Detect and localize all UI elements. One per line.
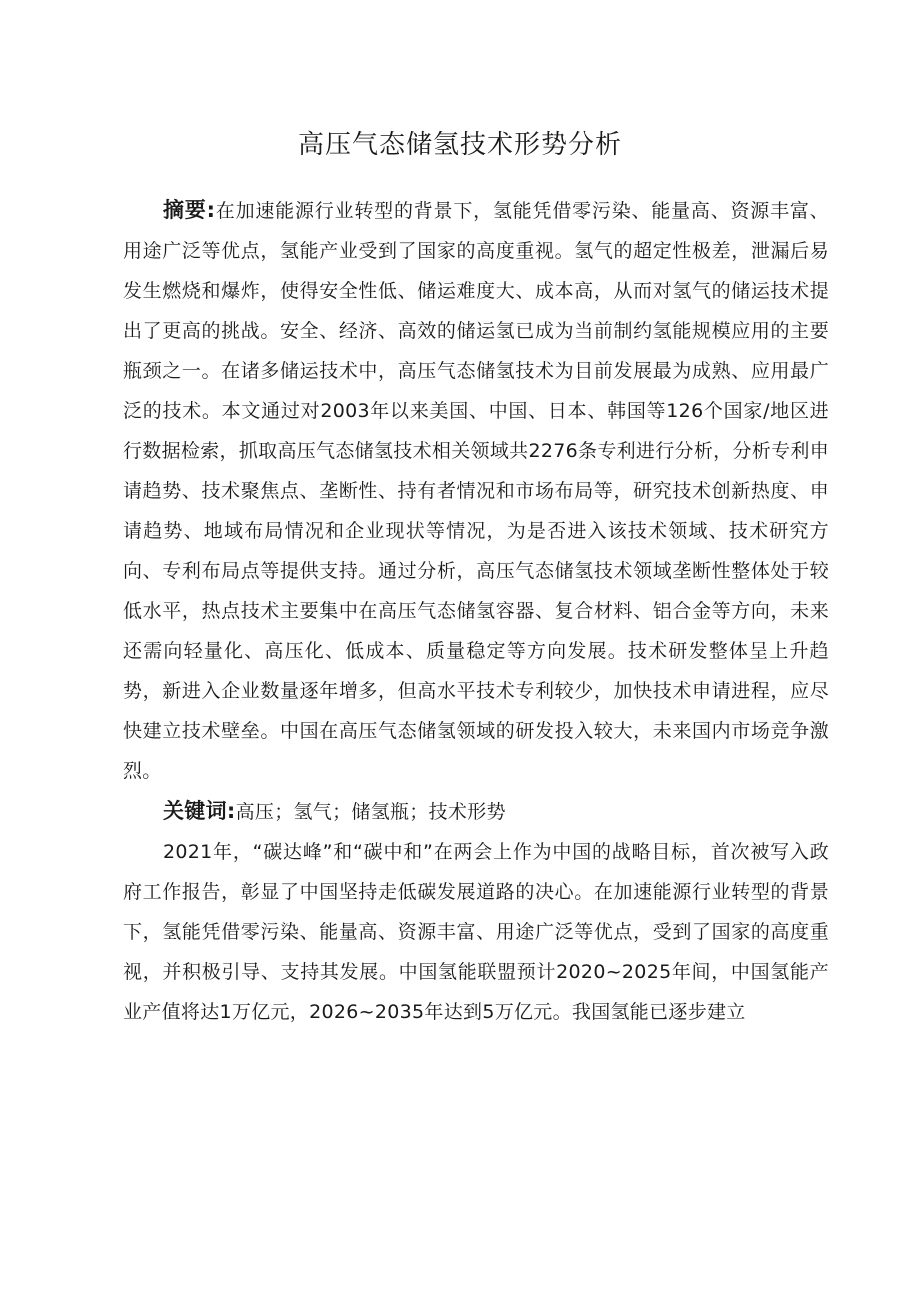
intro-paragraph: 2021年，“碳达峰”和“碳中和”在两会上作为中国的战略目标，首次被写入政府工作报告，彰显了中国坚持走低碳发展道路的决心。在加速能源行业转型的背景下，氢能凭借零污染、能量高、资源丰富、用途广泛等优点，受到了国家的高度重视，并积极引导、支持其发展。中国氢能联盟预计2020~2025年间，中国氢能产业产值将达1万亿元，2026~2035年达到5万亿元。我国氢能已逐步建立 [123, 841, 829, 1023]
document-title: 高压气态储氢技术形势分析 [297, 130, 622, 160]
abstract-label: 摘要: [163, 198, 216, 222]
keywords-text: 高压；氢气；储氢瓶；技术形势 [235, 801, 506, 823]
abstract-text: 在加速能源行业转型的背景下，氢能凭借零污染、能量高、资源丰富、用途广泛等优点，氢能产业受到了国家的高度重视。氢气的超定性极差，泄漏后易发生燃烧和爆炸，使得安全性低、储运难度大、成本高，从而对氢气的储运技术提出了更高的挑战。安全、经济、高效的储运氢已成为当前制约氢能规模应用的主要瓶颈之一。在诸多储运技术中，高压气态储氢技术为目前发展最为成熟、应用最广泛的技术。本文通过对2003年以来美国、中国、日本、韩国等126个国家/地区进行数据检索，抓取高压气态储氢技术相关领域共2276条专利进行分析，分析专利申请趋势、技术聚焦点、垄断性、持有者情况和市场布局等，研究技术创新热度、申请趋势、地域布局情况和企业现状等情况，为是否进入该技术领域、技术研究方向、专利布局点等提供支持。通过分析，高压气态储氢技术领域垄断性整体处于较低水平，热点技术主要集中在高压气态储氢容器、复合材料、铝合金等方向，未来还需向轻量化、高压化、低成本、质量稳定等方向发展。技术研发整体呈上升趋势，新进入企业数量逐年增多，但高水平技术专利较少，加快技术申请进程，应尽快建立技术壁垒。中国在高压气态储氢领域的研发投入较大，未来国内市场竞争激烈。 [123, 200, 829, 782]
abstract-paragraph [123, 190, 829, 791]
document-body [123, 190, 829, 1032]
keywords-paragraph [123, 791, 829, 832]
keywords-label: 关键词: [163, 799, 236, 823]
